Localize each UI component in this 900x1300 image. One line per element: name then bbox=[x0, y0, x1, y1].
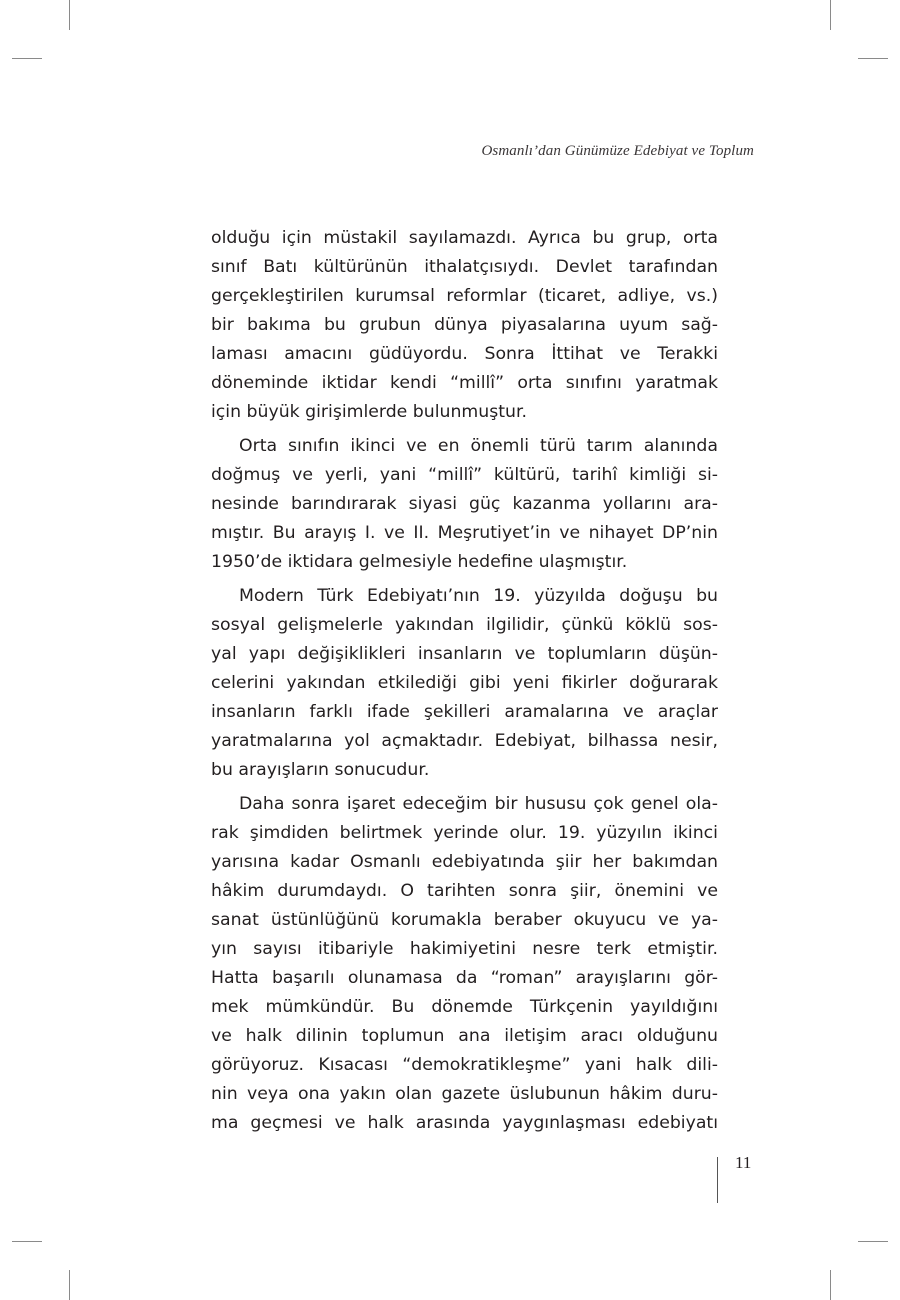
text-line: hâkim durumdaydı. O tarihten sonra şiir, önemini ve bbox=[211, 881, 718, 901]
text-line: laması amacını güdüyordu. Sonra İttihat ve Terakki bbox=[211, 344, 718, 364]
text-line: Daha sonra işaret edeceğim bir hususu çok genel ola- bbox=[239, 794, 718, 814]
crop-mark-top-left bbox=[69, 0, 70, 30]
text-line: Hatta başarılı olunamasa da “roman” arayışlarını gör- bbox=[211, 968, 718, 988]
crop-mark-bottom-right bbox=[830, 1270, 831, 1300]
text-line: nesinde barındırarak siyasi güç kazanma yollarını ara- bbox=[211, 494, 718, 514]
text-line: nin veya ona yakın olan gazete üslubunun hâkim duru- bbox=[211, 1084, 718, 1104]
text-line: yal yapı değişiklikleri insanların ve toplumların düşün- bbox=[211, 644, 718, 664]
crop-mark-right-top bbox=[858, 58, 888, 59]
text-line: doğmuş ve yerli, yani “millî” kültürü, tarihî kimliği si- bbox=[211, 465, 718, 485]
text-line: 1950’de iktidara gelmesiyle hedefine ulaşmıştır. bbox=[211, 552, 628, 572]
crop-mark-bottom-left bbox=[69, 1270, 70, 1300]
text-line: mek mümkündür. Bu dönemde Türkçenin yayıldığını bbox=[211, 997, 718, 1017]
text-line: için büyük girişimlerde bulunmuştur. bbox=[211, 402, 527, 422]
text-line: yın sayısı itibariyle hakimiyetini nesre terk etmiştir. bbox=[211, 939, 718, 959]
crop-mark-top-right bbox=[830, 0, 831, 30]
text-line: bir bakıma bu grubun dünya piyasalarına uyum sağ- bbox=[211, 315, 718, 335]
running-head: Osmanlı’dan Günümüze Edebiyat ve Toplum bbox=[481, 143, 754, 159]
page-number: 11 bbox=[735, 1153, 752, 1172]
text-line: mıştır. Bu arayış I. ve II. Meşrutiyet’in ve nihayet DP’nin bbox=[211, 523, 718, 543]
text-line: rak şimdiden belirtmek yerinde olur. 19. yüzyılın ikinci bbox=[211, 823, 718, 843]
text-line: celerini yakından etkilediği gibi yeni fikirler doğurarak bbox=[211, 673, 718, 693]
text-line: sınıf Batı kültürünün ithalatçısıydı. Devlet tarafından bbox=[211, 257, 718, 277]
text-line: Orta sınıfın ikinci ve en önemli türü tarım alanında bbox=[239, 436, 718, 456]
text-line: Modern Türk Edebiyatı’nın 19. yüzyılda doğuşu bu bbox=[239, 586, 718, 606]
text-line: sosyal gelişmelerle yakından ilgilidir, çünkü köklü sos- bbox=[211, 615, 718, 635]
paragraph bbox=[211, 582, 718, 785]
crop-mark-left-bottom bbox=[12, 1241, 42, 1242]
text-line: bu arayışların sonucudur. bbox=[211, 760, 430, 780]
text-line: ma geçmesi ve halk arasında yaygınlaşması edebiyatı bbox=[211, 1113, 718, 1133]
paragraph bbox=[211, 790, 718, 1138]
paragraph bbox=[211, 224, 718, 427]
text-line: döneminde iktidar kendi “millî” orta sınıfını yaratmak bbox=[211, 373, 718, 393]
paragraph bbox=[211, 432, 718, 577]
text-line: gerçekleştirilen kurumsal reformlar (ticaret, adliye, vs.) bbox=[211, 286, 718, 306]
text-line: ve halk dilinin toplumun ana iletişim aracı olduğunu bbox=[211, 1026, 718, 1046]
text-line: sanat üstünlüğünü korumakla beraber okuyucu ve ya- bbox=[211, 910, 718, 930]
text-line: yaratmalarına yol açmaktadır. Edebiyat, bilhassa nesir, bbox=[211, 731, 718, 751]
crop-mark-right-bottom bbox=[858, 1241, 888, 1242]
body-text bbox=[211, 224, 718, 1138]
text-line: yarısına kadar Osmanlı edebiyatında şiir her bakımdan bbox=[211, 852, 718, 872]
text-line: görüyoruz. Kısacası “demokratikleşme” yani halk dili- bbox=[211, 1055, 718, 1075]
folio-rule bbox=[717, 1157, 718, 1203]
text-line: insanların farklı ifade şekilleri aramalarına ve araçlar bbox=[211, 702, 718, 722]
text-line: olduğu için müstakil sayılamazdı. Ayrıca bu grup, orta bbox=[211, 228, 718, 248]
crop-mark-left-top bbox=[12, 58, 42, 59]
